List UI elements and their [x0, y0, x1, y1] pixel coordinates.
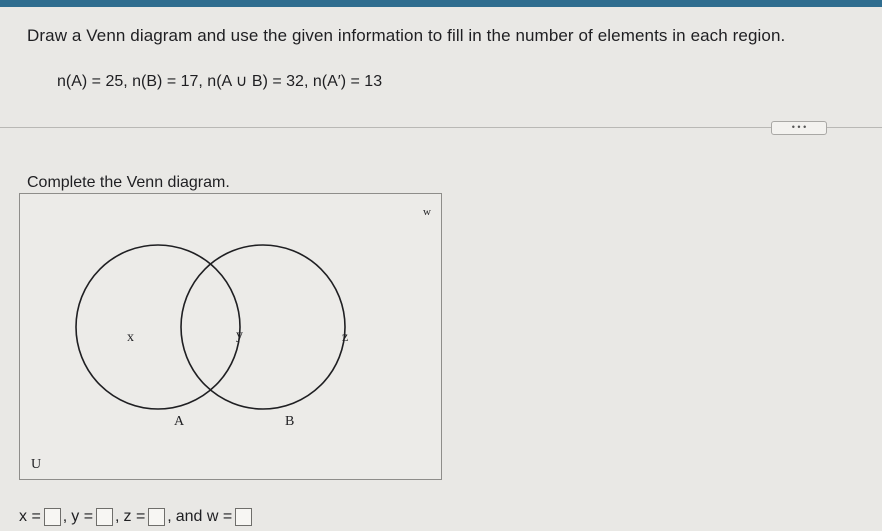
x-answer-label: x = [19, 508, 41, 525]
set-b-circle [181, 245, 345, 409]
set-b-label: B [285, 414, 295, 429]
given-information: n(A) = 25, n(B) = 17, n(A ∪ B) = 32, n(A′) = 13 [57, 73, 383, 90]
answer-row [19, 505, 254, 529]
comma-separator: , [115, 508, 120, 525]
universe-label: U [31, 457, 42, 472]
x-answer-input[interactable] [44, 508, 61, 526]
question-instruction: Draw a Venn diagram and use the given information to fill in the number of elements in each region. [27, 26, 786, 45]
region-y-label: y [236, 328, 243, 343]
set-a-circle [76, 245, 240, 409]
venn-circles [20, 194, 441, 479]
y-answer-label: y = [71, 508, 94, 525]
z-answer-label: z = [123, 508, 146, 525]
region-x-label: x [127, 330, 134, 345]
venn-heading: Complete the Venn diagram. [27, 174, 230, 191]
comma-separator: , [62, 508, 68, 525]
w-answer-input[interactable] [235, 508, 252, 526]
w-answer-label: and w = [175, 508, 233, 525]
y-answer-input[interactable] [96, 508, 113, 526]
region-z-label: z [342, 330, 349, 345]
expand-more-button[interactable]: • • • [771, 121, 827, 135]
top-bar [0, 0, 882, 7]
z-answer-input[interactable] [148, 508, 165, 526]
comma-separator: , [167, 508, 172, 525]
venn-diagram [19, 193, 442, 480]
section-divider [0, 127, 882, 128]
region-w-label: w [423, 206, 431, 218]
set-a-label: A [174, 414, 185, 429]
